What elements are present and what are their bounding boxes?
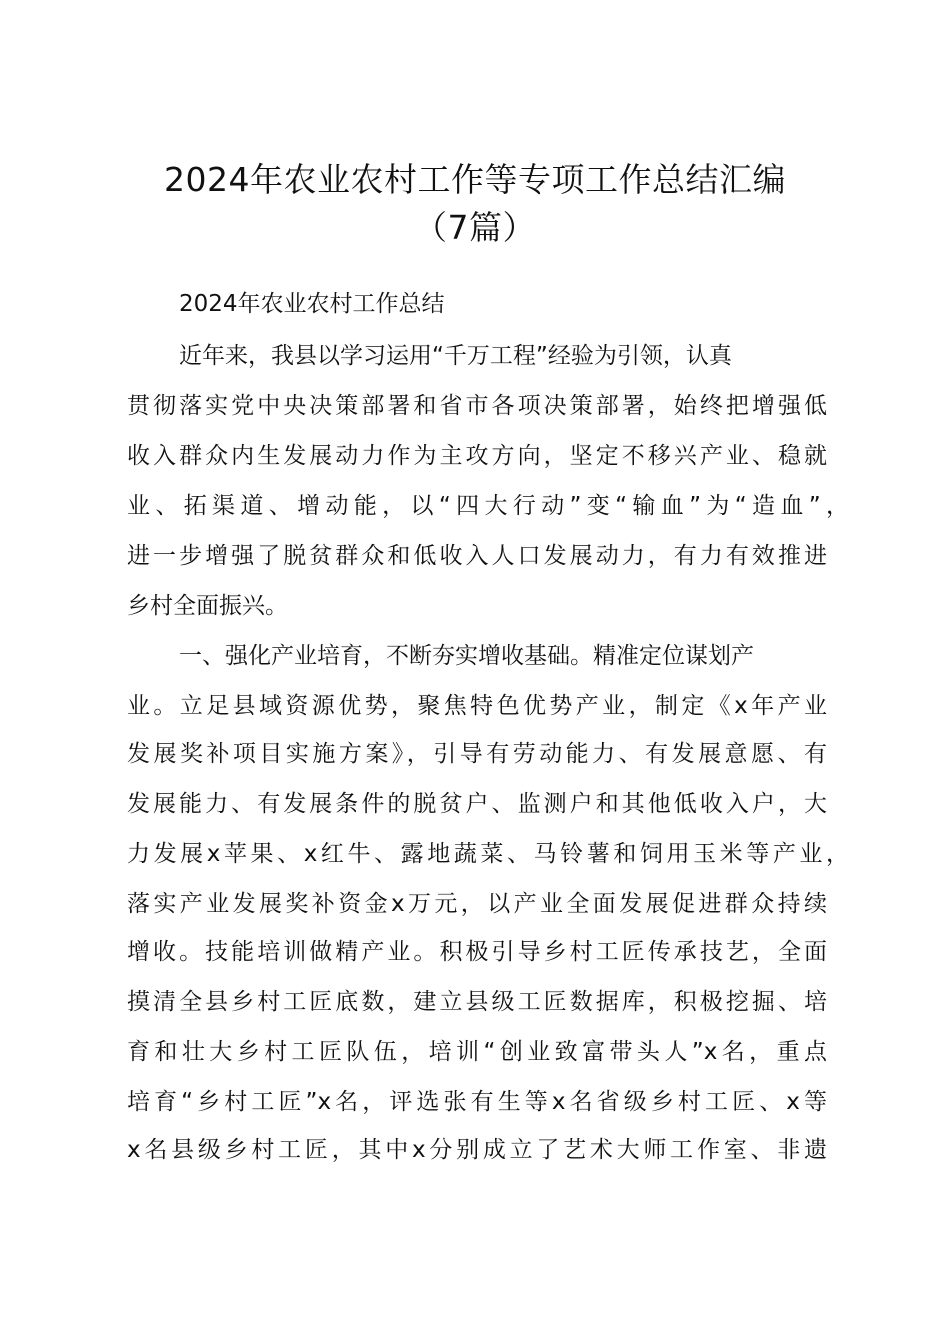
paragraph-line: 增收。技能培训做精产业。积极引导乡村工匠传承技艺，全面 (127, 939, 827, 965)
paragraph-line: 育和壮大乡村工匠队伍，培训“创业致富带头人”x名，重点 (127, 1039, 827, 1065)
paragraph-line: 乡村全面振兴。 (127, 593, 288, 619)
paragraph-line: 业、拓渠道、增动能，以“四大行动”变“输血”为“造血”， (127, 493, 849, 519)
paragraph-line: 进一步增强了脱贫群众和低收入人口发展动力，有力有效推进 (127, 543, 827, 569)
section-subtitle: 2024年农业农村工作总结 (179, 291, 445, 317)
paragraph-line: 贯彻落实党中央决策部署和省市各项决策部署，始终把增强低 (127, 393, 827, 419)
document-title-line-1: 2024年农业农村工作等专项工作总结汇编 (164, 160, 786, 199)
paragraph-line: 落实产业发展奖补资金x万元，以产业全面发展促进群众持续 (127, 891, 827, 917)
paragraph-line: 业。立足县域资源优势，聚焦特色优势产业，制定《x年产业 (127, 693, 827, 719)
paragraph-line: 摸清全县乡村工匠底数，建立县级工匠数据库，积极挖掘、培 (127, 989, 827, 1015)
paragraph-line: 收入群众内生发展动力作为主攻方向，坚定不移兴产业、稳就 (127, 443, 827, 469)
paragraph-line: 近年来，我县以学习运用“千万工程”经验为引领，认真 (179, 343, 732, 369)
paragraph-line: 发展能力、有发展条件的脱贫户、监测户和其他低收入户，大 (127, 791, 827, 817)
paragraph-line: 一、强化产业培育，不断夯实增收基础。精准定位谋划产 (179, 643, 754, 669)
paragraph-line: 力发展x苹果、x红牛、露地蔬菜、马铃薯和饲用玉米等产业， (127, 841, 849, 867)
paragraph-line: 培育“乡村工匠”x名，评选张有生等x名省级乡村工匠、x等 (127, 1089, 827, 1115)
document-title-line-2: （7篇） (414, 208, 536, 247)
paragraph-line: 发展奖补项目实施方案》，引导有劳动能力、有发展意愿、有 (127, 741, 827, 767)
paragraph-line: x名县级乡村工匠，其中x分别成立了艺术大师工作室、非遗 (127, 1137, 827, 1163)
